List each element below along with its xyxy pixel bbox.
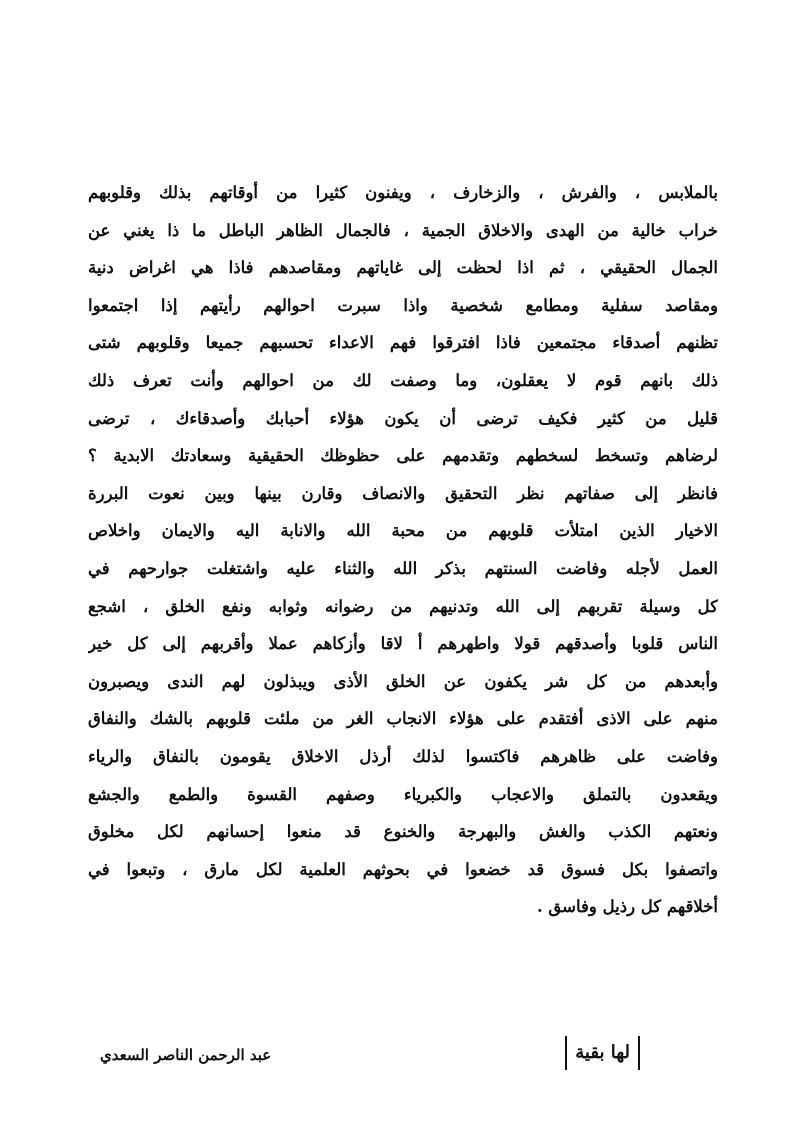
text-line: الجمال الحقيقي ، ثم اذا لحظت إلى غاياتهم ومقاصدهم فاذا هي اغراض دنية: [88, 258, 718, 278]
text-line: العمل لأجله وفاضت السنتهم بذكر الله والثناء عليه واشتغلت جوارحهم في: [88, 558, 718, 578]
text-line: قليل من كثير فكيف ترضى أن يكون هؤلاء أحبابك وأصدقاءك ، ترضى: [88, 408, 718, 428]
text-line: وأبعدهم من كل شر يكفون عن الخلق الأذى ويبذلون لهم الندى ويصبرون: [88, 671, 718, 691]
text-line: واتصفوا بكل فسوق قد خضعوا في بحوثهم العلمية لكل مارق ، وتبعوا في: [88, 859, 718, 879]
text-line: ذلك بانهم قوم لا يعقلون، وما وصفت لك من احوالهم وأنت تعرف ذلك: [88, 370, 718, 390]
text-line: ونعتهم الكذب والغش والبهرجة والخنوع قد منعوا إحسانهم لكل مخلوق: [88, 822, 718, 842]
text-line: منهم على الاذى أفتقدم على هؤلاء الانجاب الغر من ملئت قلوبهم بالشك والنفاق: [88, 709, 718, 729]
text-line: فانظر إلى صفاتهم نظر التحقيق والانصاف وقارن بينها وبين نعوت البررة: [88, 483, 718, 503]
text-line: الاخيار الذين امتلأت قلوبهم من محبة الله والانابة اليه والايمان واخلاص: [88, 521, 718, 541]
text-line: ويقعدون بالتملق والاعجاب والكبرياء وصفهم القسوة والطمع والجشع: [88, 784, 718, 804]
text-line: ومقاصد سفلية ومطامع شخصية واذا سبرت احوالهم رأيتهم إذا اجتمعوا: [88, 295, 718, 315]
continued-note: لها بقية: [565, 1036, 640, 1070]
text-line: الناس قلوبا وأصدقهم قولا واطهرهم أ لاقا وأزكاهم عملا وأقربهم إلى كل خير: [88, 634, 718, 654]
text-line: بالملابس ، والفرش ، والزخارف ، ويفنون كثيرا من أوقاتهم بذلك وقلوبهم: [88, 183, 718, 202]
text-line: لرضاهم وتسخط لسخطهم وتقدمهم على حظوظك الحقيقية وسعادتك الابدية ؟: [88, 446, 718, 466]
text-line: كل وسيلة تقربهم إلى الله وتدنيهم من رضوانه وثوابه ونفع الخلق ، اشجع: [88, 596, 718, 616]
article-body: [88, 174, 718, 926]
article-footer: [100, 1036, 640, 1076]
text-line-last: أخلاقهم كل رذيل وفاسق .: [536, 897, 718, 917]
text-line: خراب خالية من الهدى والاخلاق الجمية ، فالجمال الظاهر الباطل ما ذا يغني عن: [88, 220, 718, 240]
text-line: وفاضت على ظاهرهم فاكتسوا لذلك أرذل الاخلاق يقومون بالنفاق والرياء: [88, 746, 718, 766]
text-line: تظنهم أصدقاء مجتمعين فاذا افترقوا فهم الاعداء تحسبهم جميعا وقلوبهم شتى: [88, 333, 718, 353]
author-signature: عبد الرحمن الناصر السعدي: [100, 1046, 272, 1064]
